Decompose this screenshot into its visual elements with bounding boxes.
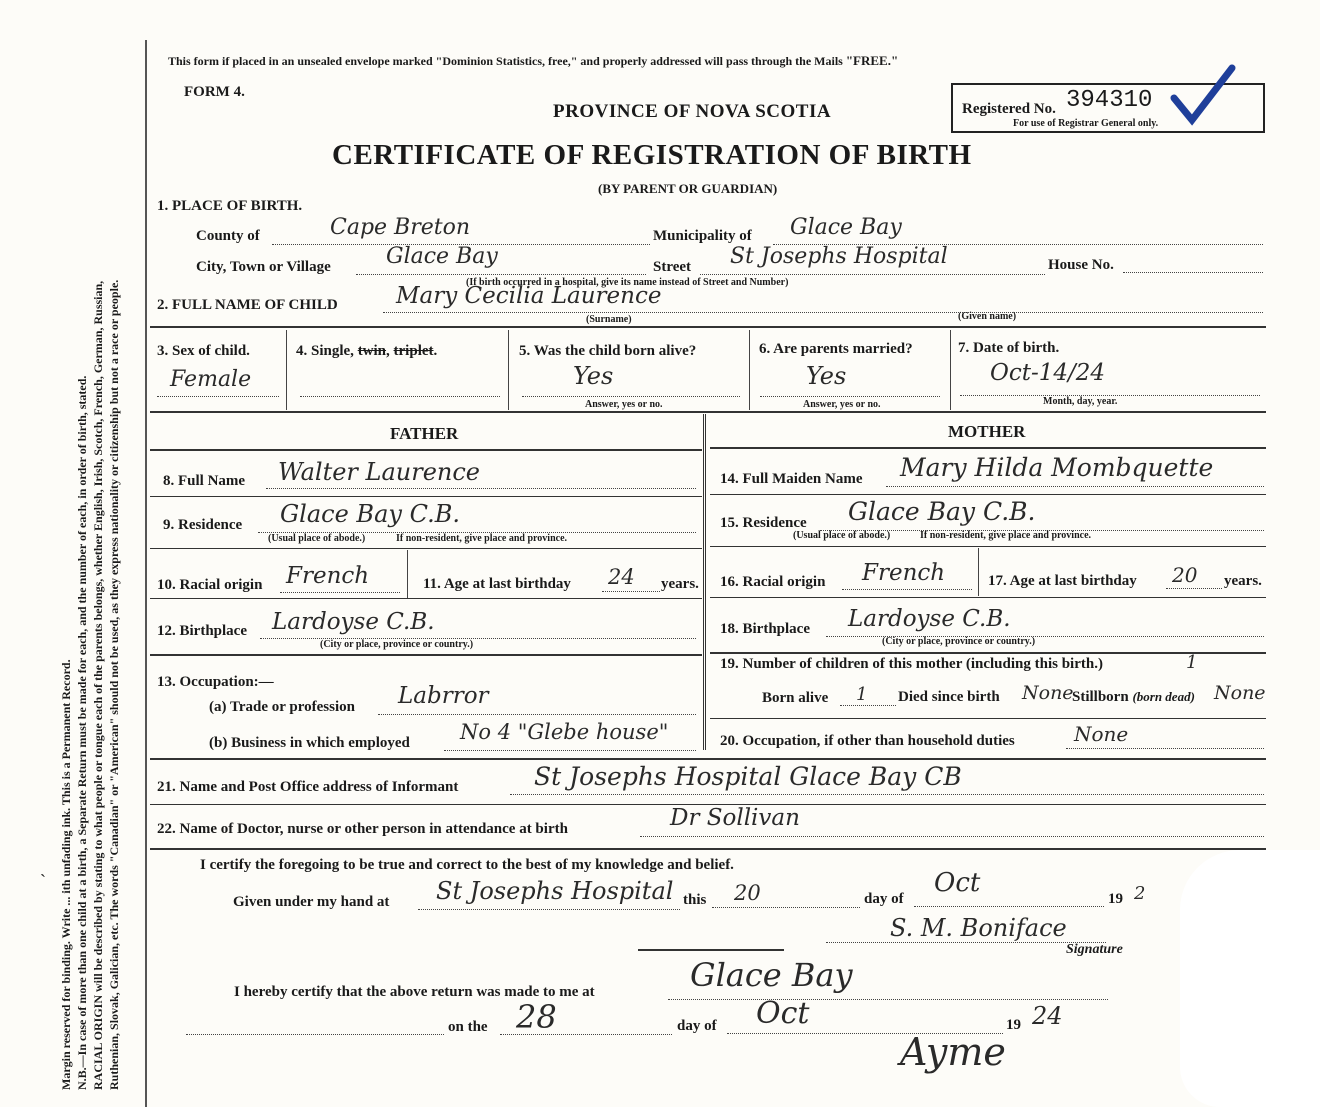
father-racial-line (280, 592, 400, 593)
divider (150, 548, 702, 549)
father-name-line (266, 488, 696, 489)
col-divider (286, 330, 287, 410)
house-line (1123, 272, 1263, 273)
registered-number: 394310 (1066, 87, 1153, 114)
father-business-line (444, 750, 696, 751)
divider (150, 326, 1266, 328)
child-name-value: Mary Cecilia Laurence (396, 283, 662, 309)
mother-occupation-line (1066, 748, 1264, 749)
day-of-label: day of (864, 891, 904, 907)
father-name-value: Walter Laurence (278, 458, 480, 486)
father-city-note: (City or place, province or country.) (320, 639, 474, 650)
married-value: Yes (806, 362, 847, 390)
date-note: Month, day, year. (1043, 396, 1118, 407)
municipality-label: Municipality of (653, 228, 752, 244)
mother-years-label: years. (1224, 573, 1262, 589)
city-label: City, Town or Village (196, 259, 331, 275)
divider (150, 654, 702, 656)
father-trade-value: Labrror (398, 683, 489, 709)
divider (150, 496, 702, 497)
mother-children-value: 1 (1186, 652, 1198, 673)
day-value: 20 (734, 881, 761, 905)
father-age-label: 11. Age at last birthday (423, 576, 571, 592)
house-label: House No. (1048, 257, 1114, 273)
registrar-signature: Ayme (900, 1030, 1006, 1074)
doctor-label: 22. Name of Doctor, nurse or other person in attendance at birth (157, 821, 568, 837)
col-divider (749, 330, 750, 410)
single-line (300, 396, 500, 397)
year-partial: 2 (1134, 883, 1146, 904)
informant-value: St Josephs Hospital Glace Bay CB (534, 762, 962, 791)
street-label: Street (653, 259, 692, 275)
father-racial-value: French (286, 563, 370, 589)
married-label: 6. Are parents married? (759, 341, 913, 357)
col-divider (950, 330, 951, 410)
alive-line (522, 396, 740, 397)
registrar-place-line (668, 999, 1108, 1000)
reg-month-value: Oct (756, 996, 810, 1031)
mother-racial-line (842, 589, 972, 590)
divider (150, 848, 1266, 850)
divider (710, 494, 1266, 495)
registered-label: Registered No. (962, 101, 1056, 117)
checkmark-icon (1168, 62, 1238, 132)
mother-racial-value: French (862, 560, 946, 586)
informant-label: 21. Name and Post Office address of Informant (157, 779, 459, 795)
given-name-note: (Given name) (958, 311, 1017, 322)
divider (710, 597, 1266, 598)
mother-birthplace-label: 18. Birthplace (720, 621, 810, 637)
municipality-value: Glace Bay (790, 215, 902, 240)
born-alive-value: 1 (856, 684, 868, 705)
father-racial-label: 10. Racial origin (157, 577, 263, 593)
mother-birthplace-value: Lardoyse C.B. (848, 606, 1011, 632)
father-heading: FATHER (390, 424, 459, 443)
margin-line-3: RACIAL ORIGIN will be described by stating to what people or tongue each of the parents belongs, whether English, Irish, Scotch, French, German, Russian, (91, 280, 105, 1090)
father-age-value: 24 (608, 565, 635, 589)
father-trade-line (378, 714, 696, 715)
hospital-note: (If birth occurred in a hospital, give its name instead of Street and Number) (466, 277, 789, 288)
province-heading: PROVINCE OF NOVA SCOTIA (553, 101, 832, 122)
registrar-leader-line (186, 1034, 444, 1035)
registrar-note: For use of Registrar General only. (1013, 118, 1159, 129)
born-alive-label: Born alive (762, 690, 829, 706)
margin-instructions (58, 50, 122, 1090)
city-line (356, 274, 646, 275)
divider (710, 718, 1266, 719)
mail-notice: This form if placed in an unsealed envelope marked "Dominion Statistics, free," and properly addressed will pass through the Mails "FREE." (168, 53, 899, 68)
date-value: Oct-14/24 (990, 360, 1106, 386)
mother-abode-note: (Usual place of abode.) (793, 530, 891, 541)
father-occupation-label: 13. Occupation:— (157, 674, 274, 690)
born-alive-line (840, 705, 896, 706)
mother-age-value: 20 (1172, 563, 1198, 587)
street-line (700, 274, 1045, 275)
given-place-line (418, 909, 680, 910)
month-line (914, 906, 1104, 907)
given-place-value: St Josephs Hospital (436, 877, 674, 905)
mother-heading: MOTHER (948, 422, 1026, 441)
doctor-value: Dr Sollivan (670, 805, 800, 831)
month-value: Oct (934, 868, 981, 898)
father-residence-value: Glace Bay C.B. (280, 500, 460, 528)
stamp-line (638, 949, 784, 951)
child-name-label: 2. FULL NAME OF CHILD (157, 297, 338, 313)
stillborn-label: Stillborn (born dead) (1072, 689, 1195, 705)
father-birthplace-value: Lardoyse C.B. (272, 609, 435, 635)
mother-age-label: 17. Age at last birthday (988, 573, 1137, 589)
col-divider (508, 330, 509, 410)
father-mother-divider (703, 414, 706, 750)
married-answer-note: Answer, yes or no. (803, 399, 881, 410)
reg-day-value: 28 (516, 998, 557, 1036)
city-value: Glace Bay (386, 244, 498, 269)
mother-city-note: (City or place, province or country.) (882, 636, 1036, 647)
margin-mark: ˎ (40, 857, 46, 877)
registrar-text: I hereby certify that the above return was made to me at (234, 984, 595, 1000)
registrar-place-value: Glace Bay (690, 956, 853, 994)
father-business-value: No 4 "Glebe house" (460, 720, 669, 744)
on-the-label: on the (448, 1019, 488, 1035)
mother-children-label: 19. Number of children of this mother (including this birth.) (720, 656, 1103, 672)
father-birthplace-label: 12. Birthplace (157, 623, 247, 639)
date-label: 7. Date of birth. (958, 340, 1060, 356)
divider (710, 652, 1266, 654)
county-value: Cape Breton (330, 215, 471, 240)
mother-racial-label: 16. Racial origin (720, 574, 826, 590)
year-prefix: 19 (1108, 891, 1123, 907)
divider (150, 411, 1266, 413)
father-nonres-note: If non-resident, give place and province. (396, 533, 568, 544)
signature-line (826, 942, 1106, 943)
form-number: FORM 4. (184, 84, 245, 100)
reg-year-value: 24 (1032, 1002, 1063, 1030)
col-divider (978, 548, 979, 596)
alive-value: Yes (573, 362, 614, 390)
died-value: None (1022, 682, 1074, 704)
divider (150, 758, 1266, 760)
father-residence-label: 9. Residence (163, 517, 243, 533)
mother-name-label: 14. Full Maiden Name (720, 471, 863, 487)
mother-name-value: Mary Hilda Mombquette (900, 453, 1214, 482)
sex-value: Female (170, 367, 252, 392)
father-age-line (602, 591, 660, 592)
alive-answer-note: Answer, yes or no. (585, 399, 663, 410)
street-value: St Josephs Hospital (730, 244, 948, 269)
divider (150, 449, 702, 451)
surname-note: (Surname) (586, 314, 632, 325)
divider (150, 598, 702, 599)
sex-line (157, 396, 279, 397)
father-abode-note: (Usual place of abode.) (268, 533, 366, 544)
doctor-line (640, 836, 1264, 837)
mother-occupation-value: None (1074, 722, 1129, 746)
signature-label: Signature (1066, 942, 1123, 957)
torn-corner (1180, 850, 1320, 1107)
mother-nonres-note: If non-resident, give place and province. (920, 530, 1092, 541)
margin-border (145, 40, 147, 1107)
alive-label: 5. Was the child born alive? (519, 343, 697, 359)
father-years-label: years. (661, 576, 699, 592)
child-name-line (383, 312, 1263, 313)
page-subtitle: (BY PARENT OR GUARDIAN) (598, 181, 778, 196)
certify-text: I certify the foregoing to be true and correct to the best of my knowledge and belief. (200, 857, 734, 873)
father-trade-label: (a) Trade or profession (209, 699, 355, 715)
mother-occupation-label: 20. Occupation, if other than household duties (720, 733, 1015, 749)
given-label: Given under my hand at (233, 894, 390, 910)
single-label: 4. Single, twin, triplet. (296, 343, 438, 359)
margin-line-1: Margin reserved for binding. Write ... ith unfading ink. This is a Permanent Record. (59, 659, 73, 1090)
reg-day-of-label: day of (677, 1018, 717, 1034)
mother-age-line (1166, 588, 1222, 589)
reg-year-prefix: 19 (1006, 1017, 1021, 1033)
place-of-birth-label: 1. PLACE OF BIRTH. (157, 198, 303, 214)
father-business-label: (b) Business in which employed (209, 735, 410, 751)
page-title: CERTIFICATE OF REGISTRATION OF BIRTH (332, 139, 972, 171)
father-name-label: 8. Full Name (163, 473, 246, 489)
married-line (760, 396, 940, 397)
divider (710, 447, 1266, 449)
margin-line-2: N.B.—In case of more than one child at a birth, a Separate Return must be made for each, and the number of each, in order of birth, stated. (75, 375, 89, 1090)
mother-name-line (886, 486, 1264, 487)
informant-line (510, 794, 1264, 795)
col-divider (407, 550, 408, 598)
stillborn-value: None (1214, 682, 1266, 704)
this-label: this (683, 892, 707, 908)
mother-residence-value: Glace Bay C.B. (848, 497, 1036, 526)
sex-label: 3. Sex of child. (157, 343, 250, 359)
margin-line-4: Ruthenian, Slovak, Galician, etc. The words "Canadian" or "American" should not be used, as they express nationality or citizenship but not a race or people. (107, 279, 121, 1090)
signature-value: S. M. Boniface (890, 914, 1067, 942)
day-line (712, 907, 860, 908)
divider (710, 546, 1266, 547)
mother-residence-label: 15. Residence (720, 515, 807, 531)
died-label: Died since birth (898, 689, 1000, 705)
county-label: County of (196, 228, 260, 244)
